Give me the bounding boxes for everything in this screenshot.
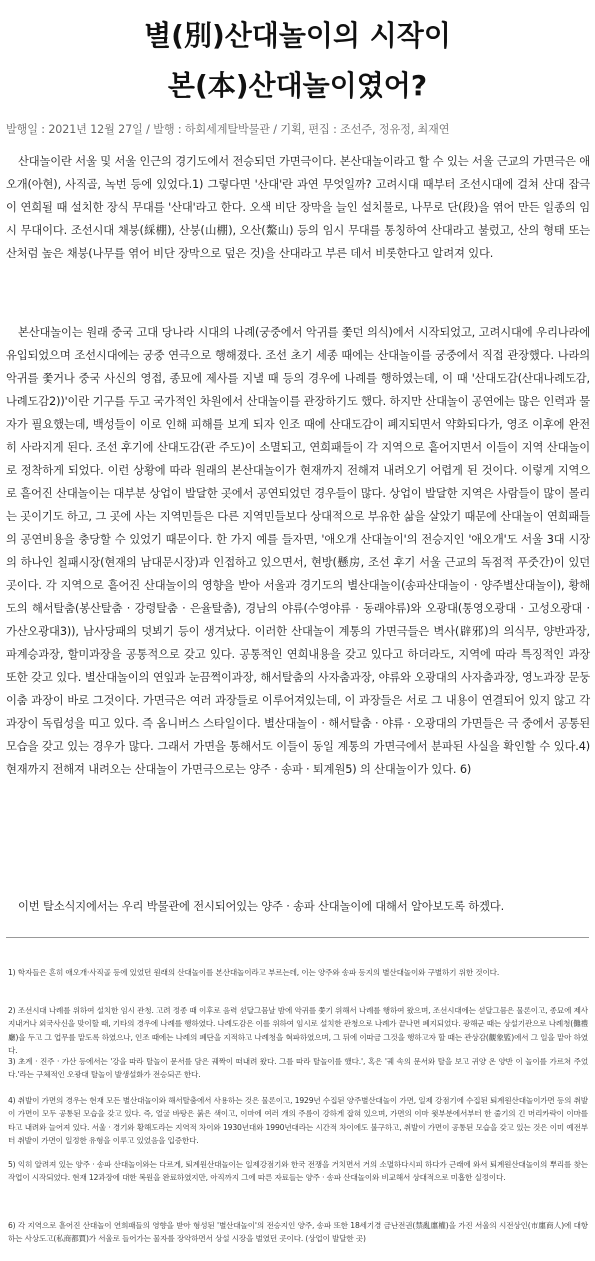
footnote-text: 3) 초계 · 진주 · 가산 등에서는 '강을 따라 탈놀이 문서를 담은 궤짝이 떠내려 왔다. 그를 따라 탈놀이를 했다.', 혹은 '궤 속의 문서와 탈을 보고 귀양 온 양반 이 놀이를 가르쳐 주었다.'라는 구체적인 오광대 탈놀이 발생설화가 전승되곤 한다. bbox=[8, 1057, 588, 1080]
paragraph-1: 산대놀이란 서울 및 서울 인근의 경기도에서 전승되던 가면극이다. 본산대놀이라고 할 수 있는 서울 근교의 가면극은 애오개(아현), 사직골, 녹번 등에 있었다.1) 그렇다면 '산대'란 과연 무엇일까? 고려시대 때부터 조선시대에 걸쳐 산대 잡극이 연희될 때 설치한 장식 무대를 '산대'라고 한다. 오색 비단 장막을 늘인 설치물로, 나무로 단(段)을 엮어 만든 일종의 임시 무대이다. 조선시대 채붕(綵棚), 산붕(山棚), 오산(鰲山) 등의 임시 무대를 통칭하여 산대라고 불렀고, 산의 형태 또는 산처럼 높은 채붕(나무를 엮어 비단 장막으로 덮은 것)을 산대라고 부른 데서 비롯한다고 알려져 있다. bbox=[6, 155, 590, 260]
intro-paragraph bbox=[6, 150, 590, 265]
title-line-2: 본(本)산대놀이였어? bbox=[167, 69, 428, 102]
paragraph-3: 이번 탈소식지에서는 우리 박물관에 전시되어있는 양주 · 송파 산대놀이에 대해서 알아보도록 하겠다. bbox=[18, 900, 505, 913]
footnote-4 bbox=[8, 1094, 588, 1147]
footnote-text: 1) 학자들은 흔히 애오개·사직골 등에 있었던 원래의 산대놀이를 본산대놀이라고 부르는데, 이는 양주와 송파 등지의 별산대놀이와 구별하기 위한 것이다. bbox=[8, 968, 500, 977]
footnote-3 bbox=[8, 1055, 588, 1082]
paragraph-2: 본산대놀이는 원래 중국 고대 당나라 시대의 나례(궁중에서 악귀를 쫓던 의식)에서 시작되었고, 고려시대에 우리나라에 유입되었으며 조선시대에는 궁중 연극으로 행해졌다. 조선 초기 세종 때에는 산대놀이를 궁중에서 직접 관장했다. 나라의 악귀를 쫓거나 중국 사신의 영접, 종묘에 제사를 지낼 때 등의 경우에 나례를 행하였는데, 이 때 '산대도감(산대나례도감, 나례도감2))'이란 기구를 두고 국가적인 차원에서 산대놀이를 관장하기도 했다. 하지만 산대놀이 공연에는 많은 인력과 물자가 필요했는데, 백성들이 이로 인해 피해를 보게 되자 인조 때에 산대도감이 폐지되면서 약화되다가, 영조 이후에 완전히 사라지게 된다. 조선 후기에 산대도감(관 주도)이 소멸되고, 연희패들이 각 지역으로 흩어지면서 이들이 지역 산대놀이로 정착하게 되었다. 이런 상황에 따라 원래의 본산대놀이가 현재까지 전해져 내려오기 어렵게 된 것이다. 이렇게 지역으로 흩어진 산대놀이는 대부분 상업이 발달한 곳에서 공연되었던 경우들이 많다. 상업이 발달한 지역은 사람들이 많이 몰리는 곳이기도 하고, 그 곳에 사는 지역민들은 다른 지역민들보다 상대적으로 부유한 삶을 살았기 때문에 산대놀이 연희패들의 공연비용을 충당할 수 있었기 때문이다. 한 가지 예를 들자면, '애오개 산대놀이'의 전승지인 '애오개'도 서울 3대 시장의 하나인 칠패시장(현재의 남대문시장)과 인접하고 있으면서, 현방(懸房, 조선 후기 서울 근교의 독점적 푸줏간)이 있던 곳이다. 각 지역으로 흩어진 산대놀이의 영향을 받아 서울과 경기도의 별산대놀이(송파산대놀이 · 양주별산대놀이), 황해도의 해서탈춤(봉산탈춤 · 강령탈춤 · 은율탈춤), 경남의 야류(수영야류 · 동래야류)와 오광대(통영오광대 · 고성오광대 · 가산오광대3)), 남사당패의 덧뵈기 등이 생겨났다. 이러한 산대놀이 계통의 가면극들은 벽사(辟邪)의 의식무, 양반과장, 파계승과장, 할미과장을 공통적으로 갖고 있다. 공통적인 연희내용을 갖고 있다고 하더라도, 지역에 따라 특징적인 과장 또한 갖고 있다. 별산대놀이의 연잎과 눈끔쩍이과장, 해서탈춤의 사자춤과장, 야류와 오광대의 사자춤과장, 영노과장 문둥이춤 과장이 바로 그것이다. 가면극은 여러 과장들로 이루어져있는데, 이 과장들은 서로 그 내용이 연결되어 있지 않고 각 과장이 독립성을 띠고 있다. 즉 옴니버스 스타일이다. 별산대놀이 · 해서탈춤 · 야류 · 오광대의 가면들은 극 중에서 공통된 모습을 갖고 있는 경우가 많다. 그래서 가면을 통해서도 이들이 동일 계통의 가면극에서 분파된 사실을 확인할 수 있다.4) 현재까지 전해져 내려오는 산대놀이 가면극으로는 양주 · 송파 · 퇴계원5) 의 산대놀이가 있다. 6) bbox=[6, 326, 590, 776]
title-line-1: 별(別)산대놀이의 시작이 bbox=[144, 19, 451, 52]
footnote-divider bbox=[6, 937, 589, 938]
footnote-1 bbox=[8, 966, 588, 979]
closing-paragraph bbox=[6, 895, 590, 918]
footnote-text: 4) 취발이 가면의 경우는 현재 모든 별산대놀이와 해서탈춤에서 사용하는 것은 물론이고, 1929년 수집된 양주별산대놀이 가면, 일제 강점기에 수집된 퇴계원산대놀이가면 등의 취발이 가면이 모두 공통된 모습을 갖고 있다. 즉, 얼굴 바탕은 붉은 색이고, 이마에 여러 개의 주름이 강하게 잡혀 있으며, 가면의 이마 윗부분에서부터 한 줄기의 긴 머리카락이 이마를 타고 내려와 늘어져 있다. 서울 · 경기와 황해도라는 지역적 차이와 1930년대와 1990년대라는 시간적 차이에도 불구하고, 취발이 가면이 공통된 모습을 갖고 있는 것은 이미 예전부터 취발이 가면이 일정한 유형을 이루고 있었음을 입증한다. bbox=[8, 1096, 588, 1145]
footnote-text: 2) 조선시대 나례를 위하여 설치한 임시 관청. 고려 정종 때 이후로 음력 섣달그믐날 밤에 악귀를 쫓기 위해서 나례를 행하여 왔으며, 조선시대에는 섣달그믐은 물론이고, 종묘에 제사지내거나 외국사신을 맞이할 때, 기타의 경우에 나례를 행하였다. 나례도감은 이를 위하여 임시로 설치한 관청으로 나례가 끝나면 폐지되었다. 광해군 때는 상설기관으로 나례청(儺禮廳)을 두고 그 업무를 맡도록 하였으나, 인조 때에는 나례의 폐단을 지적하고 나례청을 혁파하였으며, 그 뒤에 이따금 그것을 행하고자 할 때는 관상감(觀象監)에서 그 일을 맡아 하였다. bbox=[8, 1006, 588, 1055]
footnote-5 bbox=[8, 1158, 588, 1185]
footnote-text: 5) 익히 알려져 있는 양주 · 송파 산대놀이와는 다르게, 퇴계원산대놀이는 일제강점기와 한국 전쟁을 거치면서 거의 소멸하다시피 하다가 근래에 와서 퇴계원산대놀이의 뿌리를 찾는 작업이 시작되었다. 현재 12과장에 대한 복원을 완료하였지만, 아직까지 그에 따른 자료들는 양주 · 송파 산대놀이와 비교해서 상대적으로 미흡한 실정이다. bbox=[8, 1160, 588, 1183]
main-paragraph bbox=[6, 321, 590, 781]
footnote-text: 6) 각 지역으로 흩어진 산대놀이 연희패들의 영향을 받아 형성된 '별산대놀이'의 전승지인 양주, 송파 또한 18세기경 금난전권(禁亂廛權)을 가진 서울의 시전상인(市廛商人)에 대항하는 사상도고(私商都賈)가 서울로 들어가는 물자를 장악하면서 상설 시장을 벌였던 곳이다. (상업이 발달한 곳) bbox=[8, 1221, 588, 1244]
footnote-6 bbox=[8, 1219, 588, 1246]
footnote-2 bbox=[8, 1004, 588, 1057]
publication-meta: 발행일 : 2021년 12월 27일 / 발행 : 하회세계탈박물관 / 기획, 편집 : 조선주, 정유정, 최재연 bbox=[6, 123, 450, 136]
